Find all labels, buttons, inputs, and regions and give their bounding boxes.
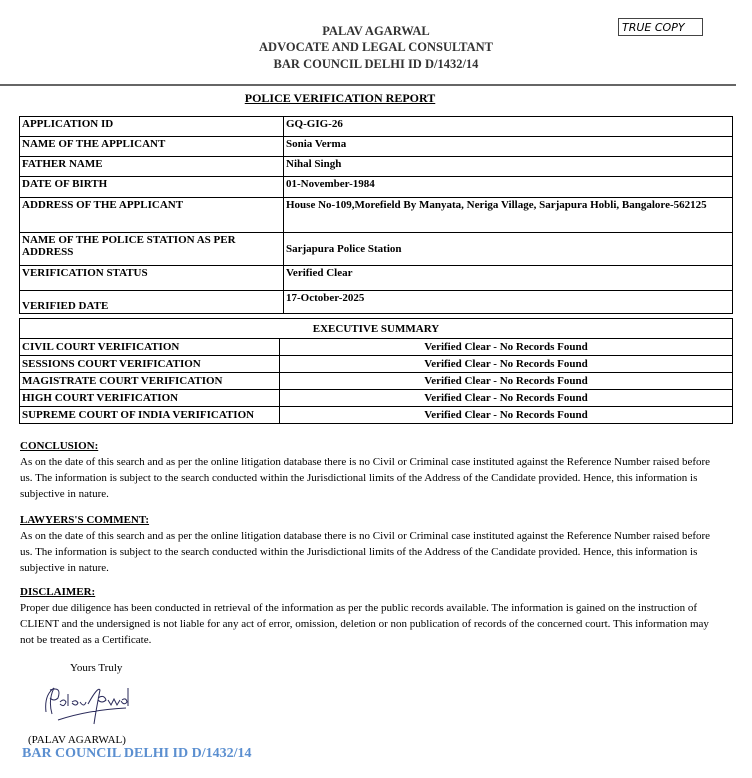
row-label: VERIFICATION STATUS [20, 266, 284, 291]
row-label: SESSIONS COURT VERIFICATION [20, 356, 280, 373]
row-value: Sarjapura Police Station [284, 233, 733, 266]
row-value: Verified Clear - No Records Found [280, 339, 733, 356]
row-value: Nihal Singh [284, 157, 733, 177]
header-divider [0, 84, 736, 86]
row-label: ADDRESS OF THE APPLICANT [20, 198, 284, 233]
table-row [20, 233, 733, 266]
disclaimer-section [20, 584, 720, 648]
row-label: DATE OF BIRTH [20, 177, 284, 198]
row-value: Verified Clear - No Records Found [280, 390, 733, 407]
table-row [20, 339, 733, 356]
disclaimer-heading: DISCLAIMER: [20, 586, 96, 598]
row-value: Verified Clear - No Records Found [280, 373, 733, 390]
table-row [20, 157, 733, 177]
row-label: APPLICATION ID [20, 117, 284, 137]
lawyers-comment-section [20, 512, 720, 576]
conclusion-heading: CONCLUSION: [20, 440, 99, 452]
applicant-info-table [19, 116, 733, 314]
advocate-role: ADVOCATE AND LEGAL CONSULTANT [259, 40, 493, 54]
advocate-name: PALAV AGARWAL [322, 24, 430, 38]
table-row [20, 137, 733, 157]
row-value: Verified Clear - No Records Found [280, 356, 733, 373]
comment-heading: LAWYERS'S COMMENT: [20, 514, 150, 526]
signature-image [38, 680, 138, 730]
row-value: Sonia Verma [284, 137, 733, 157]
table-row [20, 356, 733, 373]
table-row [20, 291, 733, 314]
row-label: NAME OF THE APPLICANT [20, 137, 284, 157]
table-row [20, 177, 733, 198]
row-value: 01-November-1984 [284, 177, 733, 198]
row-label: MAGISTRATE COURT VERIFICATION [20, 373, 280, 390]
table-row [20, 373, 733, 390]
advocate-bar-id: BAR COUNCIL DELHI ID D/1432/14 [273, 57, 479, 71]
row-label: VERIFIED DATE [20, 291, 284, 314]
disclaimer-text: Proper due diligence has been conducted in retrieval of the information as per the public records available. The information is gained on the instruction of CLIENT and the undersigned is not liable for any act of error, omission, deletion or non publication of records of the concerned court. This information may not be treated as a Certificate. [20, 602, 709, 646]
row-label: CIVIL COURT VERIFICATION [20, 339, 280, 356]
row-value: GQ-GIG-26 [284, 117, 733, 137]
row-value: Verified Clear - No Records Found [280, 407, 733, 424]
table-row [20, 198, 733, 233]
row-value: Verified Clear [284, 266, 733, 291]
row-label: HIGH COURT VERIFICATION [20, 390, 280, 407]
signatory-bar-id: BAR COUNCIL DELHI ID D/1432/14 [22, 746, 252, 761]
report-title: POLICE VERIFICATION REPORT [244, 91, 436, 105]
conclusion-section [20, 438, 720, 502]
table-row [20, 117, 733, 137]
summary-heading: EXECUTIVE SUMMARY [20, 319, 733, 339]
executive-summary-table [19, 318, 733, 424]
conclusion-text: As on the date of this search and as per the online litigation database there is no Civil or Criminal case instituted against the Reference Number raised before us. The information is subject to the search conducted within the Jurisdictional limits of the Address of the Candidate provided. Hence, this information is subjective in nature. [20, 456, 711, 500]
closing-text: Yours Truly [70, 662, 123, 674]
signatory-name: (PALAV AGARWAL) [28, 734, 126, 746]
true-copy-stamp: TRUE COPY [618, 18, 703, 36]
comment-text: As on the date of this search and as per the online litigation database there is no Civil or Criminal case instituted against the Reference Number raised before us. The information is subject to the search conducted within the Jurisdictional limits of the Address of the Candidate provided. Hence, this information is subjective in nature. [20, 530, 711, 574]
row-value: House No-109,Morefield By Manyata, Neriga Village, Sarjapura Hobli, Bangalore-562125 [284, 198, 733, 233]
row-label: NAME OF THE POLICE STATION AS PER ADDRESS [20, 233, 284, 266]
table-row [20, 390, 733, 407]
table-row [20, 266, 733, 291]
row-label: FATHER NAME [20, 157, 284, 177]
row-value: 17-October-2025 [284, 291, 733, 314]
table-row [20, 407, 733, 424]
row-label: SUPREME COURT OF INDIA VERIFICATION [20, 407, 280, 424]
